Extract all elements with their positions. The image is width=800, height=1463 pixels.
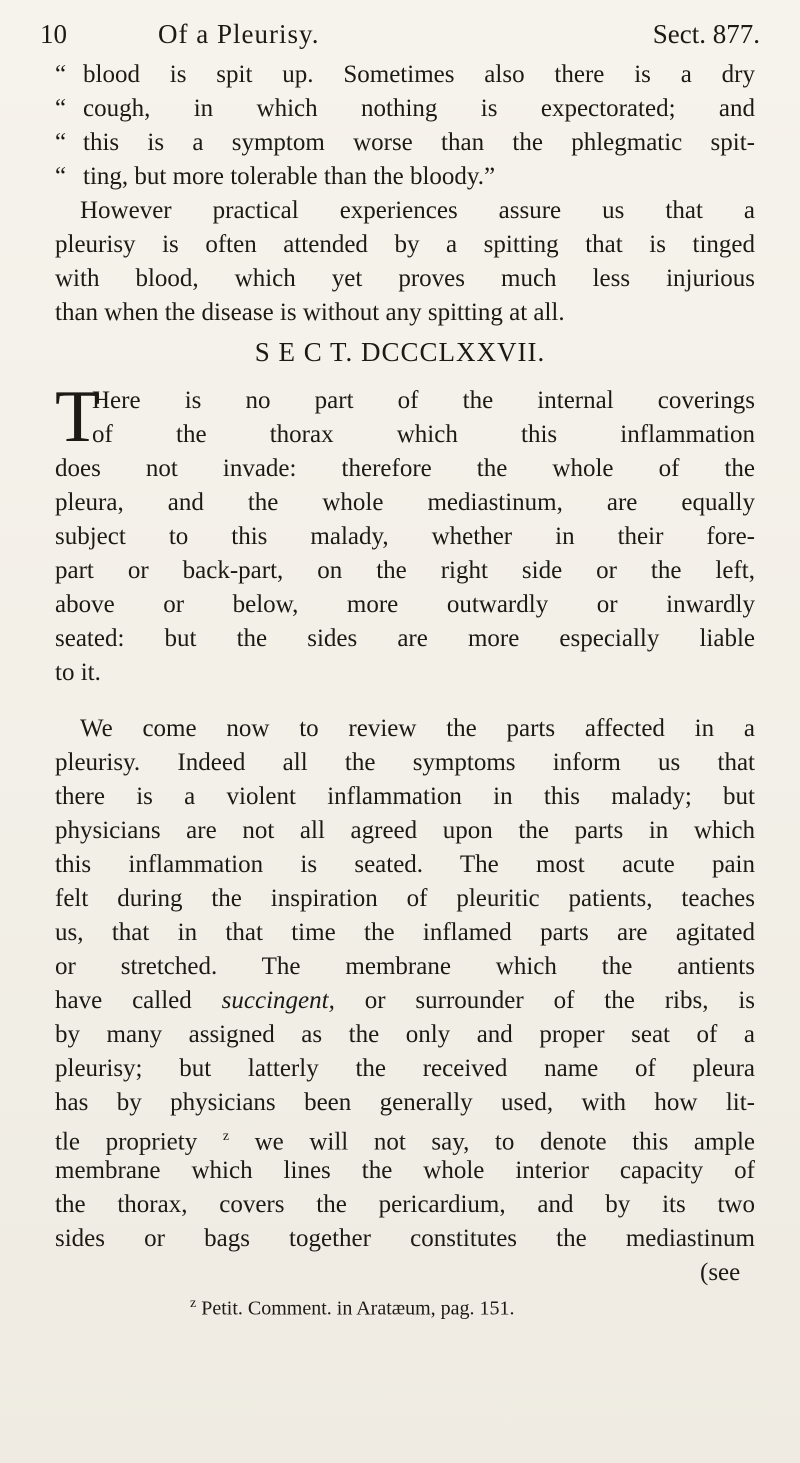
paragraph-line: this inflammation is seated. The most acute pain bbox=[55, 851, 755, 878]
quote-text: ting, but more tolerable than the bloody.” bbox=[83, 163, 496, 190]
quote-mark: “ bbox=[55, 61, 67, 88]
paragraph-line: the thorax, covers the pericardium, and by its two bbox=[55, 1191, 755, 1218]
line-segment: tle propriety bbox=[55, 1128, 198, 1156]
quote-mark: “ bbox=[55, 163, 67, 190]
running-title: Of a Pleurisy. bbox=[158, 19, 320, 49]
quote-mark: “ bbox=[55, 95, 67, 122]
running-header bbox=[40, 12, 760, 56]
paragraph-line: We come now to review the parts affected in a bbox=[80, 715, 755, 742]
paragraph-line: membrane which lines the whole interior capacity of bbox=[55, 1157, 755, 1184]
paragraph-line: or stretched. The membrane which the antients bbox=[55, 953, 755, 980]
quote-line bbox=[55, 92, 755, 126]
paragraph-line: by many assigned as the only and proper seat of a bbox=[55, 1021, 755, 1048]
quote-line bbox=[55, 126, 755, 160]
paragraph-line bbox=[55, 1120, 755, 1154]
paragraph-line: does not invade: therefore the whole of the bbox=[55, 455, 755, 482]
section-heading: S E C T. DCCCLXXVII. bbox=[254, 337, 546, 367]
line-segment: we will not say, to denote this ample bbox=[254, 1128, 755, 1156]
quote-text: this is a symptom worse than the phlegmatic spit- bbox=[83, 129, 755, 156]
paragraph-line: Here is no part of the internal coverings bbox=[92, 387, 755, 414]
paragraph-line: of the thorax which this inflammation bbox=[92, 421, 755, 448]
paragraph-line: seated: but the sides are more especially liable bbox=[55, 625, 755, 652]
paragraph-line: pleurisy. Indeed all the symptoms inform us that bbox=[55, 749, 755, 776]
paragraph-line: above or below, more outwardly or inwardly bbox=[55, 591, 755, 618]
paragraph-line: pleurisy is often attended by a spitting that is tinged bbox=[55, 231, 755, 258]
paragraph-line: pleura, and the whole mediastinum, are equally bbox=[55, 489, 755, 516]
line-segment: have called bbox=[55, 987, 192, 1014]
line-segment: or surrounder of the ribs, is bbox=[364, 987, 756, 1014]
quote-text: cough, in which nothing is expectorated; and bbox=[83, 95, 755, 122]
page-number: 10 bbox=[40, 19, 67, 49]
footnote-text: Petit. Comment. in Aratæum, pag. 151. bbox=[201, 1297, 515, 1320]
footnote-mark: z bbox=[222, 1129, 230, 1144]
paragraph-line: pleurisy; but latterly the received name of pleura bbox=[55, 1055, 755, 1082]
paragraph-line: there is a violent inflammation in this malady; but bbox=[55, 783, 755, 810]
paragraph-line: us, that in that time the inflamed parts are agitated bbox=[55, 919, 755, 946]
drop-cap: T bbox=[55, 376, 101, 458]
paragraph-line: to it. bbox=[55, 659, 101, 686]
paragraph-line bbox=[55, 984, 755, 1018]
footnote-mark: z bbox=[190, 1296, 197, 1311]
paragraph-line: physicians are not all agreed upon the parts in which bbox=[55, 817, 755, 844]
footnote bbox=[190, 1290, 515, 1323]
paragraph-line: sides or bags together constitutes the mediastinum bbox=[55, 1225, 755, 1252]
italic-term: succingent, bbox=[221, 987, 335, 1014]
section-reference: Sect. 877. bbox=[652, 19, 760, 49]
catchword: (see bbox=[700, 1259, 741, 1286]
paragraph-line: felt during the inspiration of pleuritic patients, teaches bbox=[55, 885, 755, 912]
paragraph-line: with blood, which yet proves much less injurious bbox=[55, 265, 755, 292]
quote-line bbox=[55, 160, 755, 194]
quote-text: blood is spit up. Sometimes also there is a dry bbox=[83, 61, 755, 88]
quote-line bbox=[55, 58, 755, 92]
paragraph-line: However practical experiences assure us that a bbox=[80, 197, 755, 224]
paragraph-line: subject to this malady, whether in their fore- bbox=[55, 523, 755, 550]
paragraph-line: part or back-part, on the right side or the left, bbox=[55, 557, 755, 584]
quote-mark: “ bbox=[55, 129, 67, 156]
paragraph-line: has by physicians been generally used, with how lit- bbox=[55, 1089, 755, 1116]
paragraph-line: than when the disease is without any spitting at all. bbox=[55, 299, 565, 326]
